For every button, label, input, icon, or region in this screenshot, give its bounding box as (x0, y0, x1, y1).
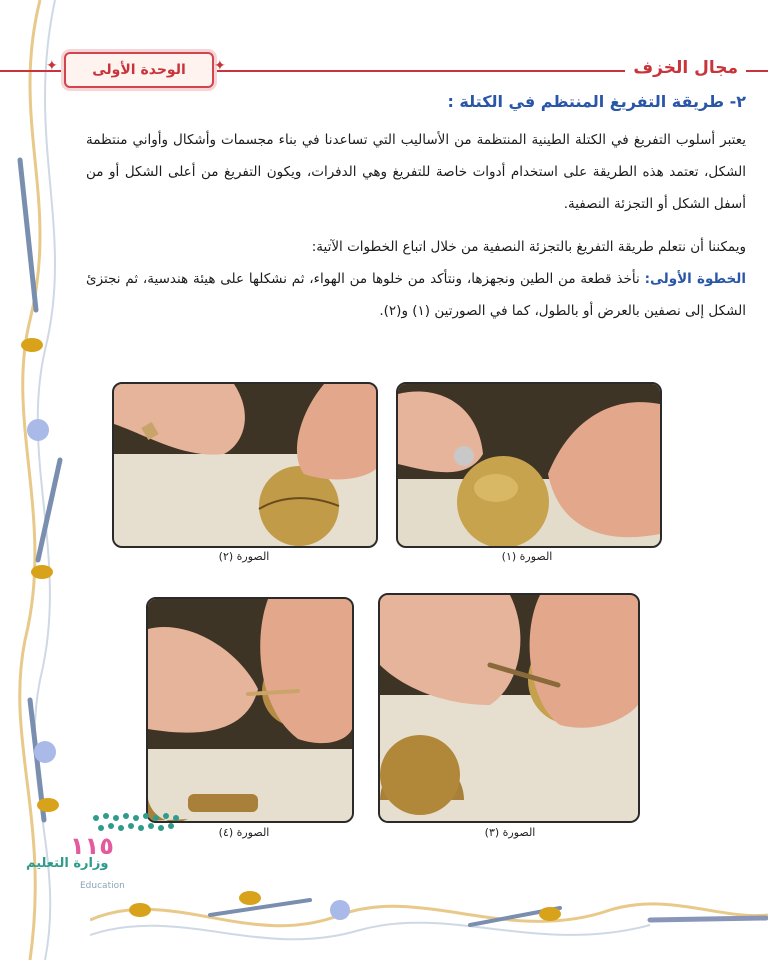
step-one-text: نأخذ قطعة من الطين ونجهزها، ونتأكد من خلوها من الهواء، ثم نشكلها على هيئة هندسية، ثم نجتزئ الشكل إلى نصفين بالعرض أو بالطول، كما في الصورتين (١) و(٢). (86, 271, 746, 319)
intro-paragraph: يعتبر أسلوب التفريغ في الكتلة الطينية المنتظمة من الأساليب التي تساعدنا في بناء مجسمات وأشكال وأواني منتظمة الشكل، تعتمد هذه الطريقة على استخدام أدوات خاصة للتفريغ وهي الدفرات، ويكون التفريغ من أعلى الشكل أو من أسفل الشكل أو التجزئة النصفية. (86, 132, 746, 212)
photo-2 (112, 382, 378, 548)
ornament-icon: ✦ (214, 58, 226, 74)
photo-2-caption: الصورة (٢) (218, 550, 270, 563)
subject-title: مجال الخزف (625, 58, 746, 78)
section-heading: ٢- طريقة التفريغ المنتظم في الكتلة : (447, 92, 746, 111)
ministry-name: وزارة التعليم (26, 856, 109, 871)
ornament-icon: ✦ (46, 58, 58, 74)
photo-4 (146, 597, 354, 823)
floral-border-decoration (0, 0, 90, 960)
step-one-paragraph (86, 263, 746, 327)
photo-3-caption: الصورة (٣) (484, 826, 536, 839)
photo-1-caption: الصورة (١) (501, 550, 553, 563)
photo-1 (396, 382, 662, 548)
bottom-floral-decoration (90, 880, 768, 960)
steps-intro-paragraph: ويمكننا أن نتعلم طريقة التفريغ بالتجزئة النصفية من خلال اتباع الخطوات الآتية: (311, 239, 746, 255)
unit-badge (64, 52, 214, 88)
page-number: ١١٥ (70, 832, 114, 860)
photo-4-caption: الصورة (٤) (218, 826, 270, 839)
unit-title: الوحدة الأولى (92, 62, 186, 78)
ministry-name-english: Education (80, 881, 125, 891)
step-one-label: الخطوة الأولى: (644, 271, 746, 287)
photo-3 (378, 593, 640, 823)
